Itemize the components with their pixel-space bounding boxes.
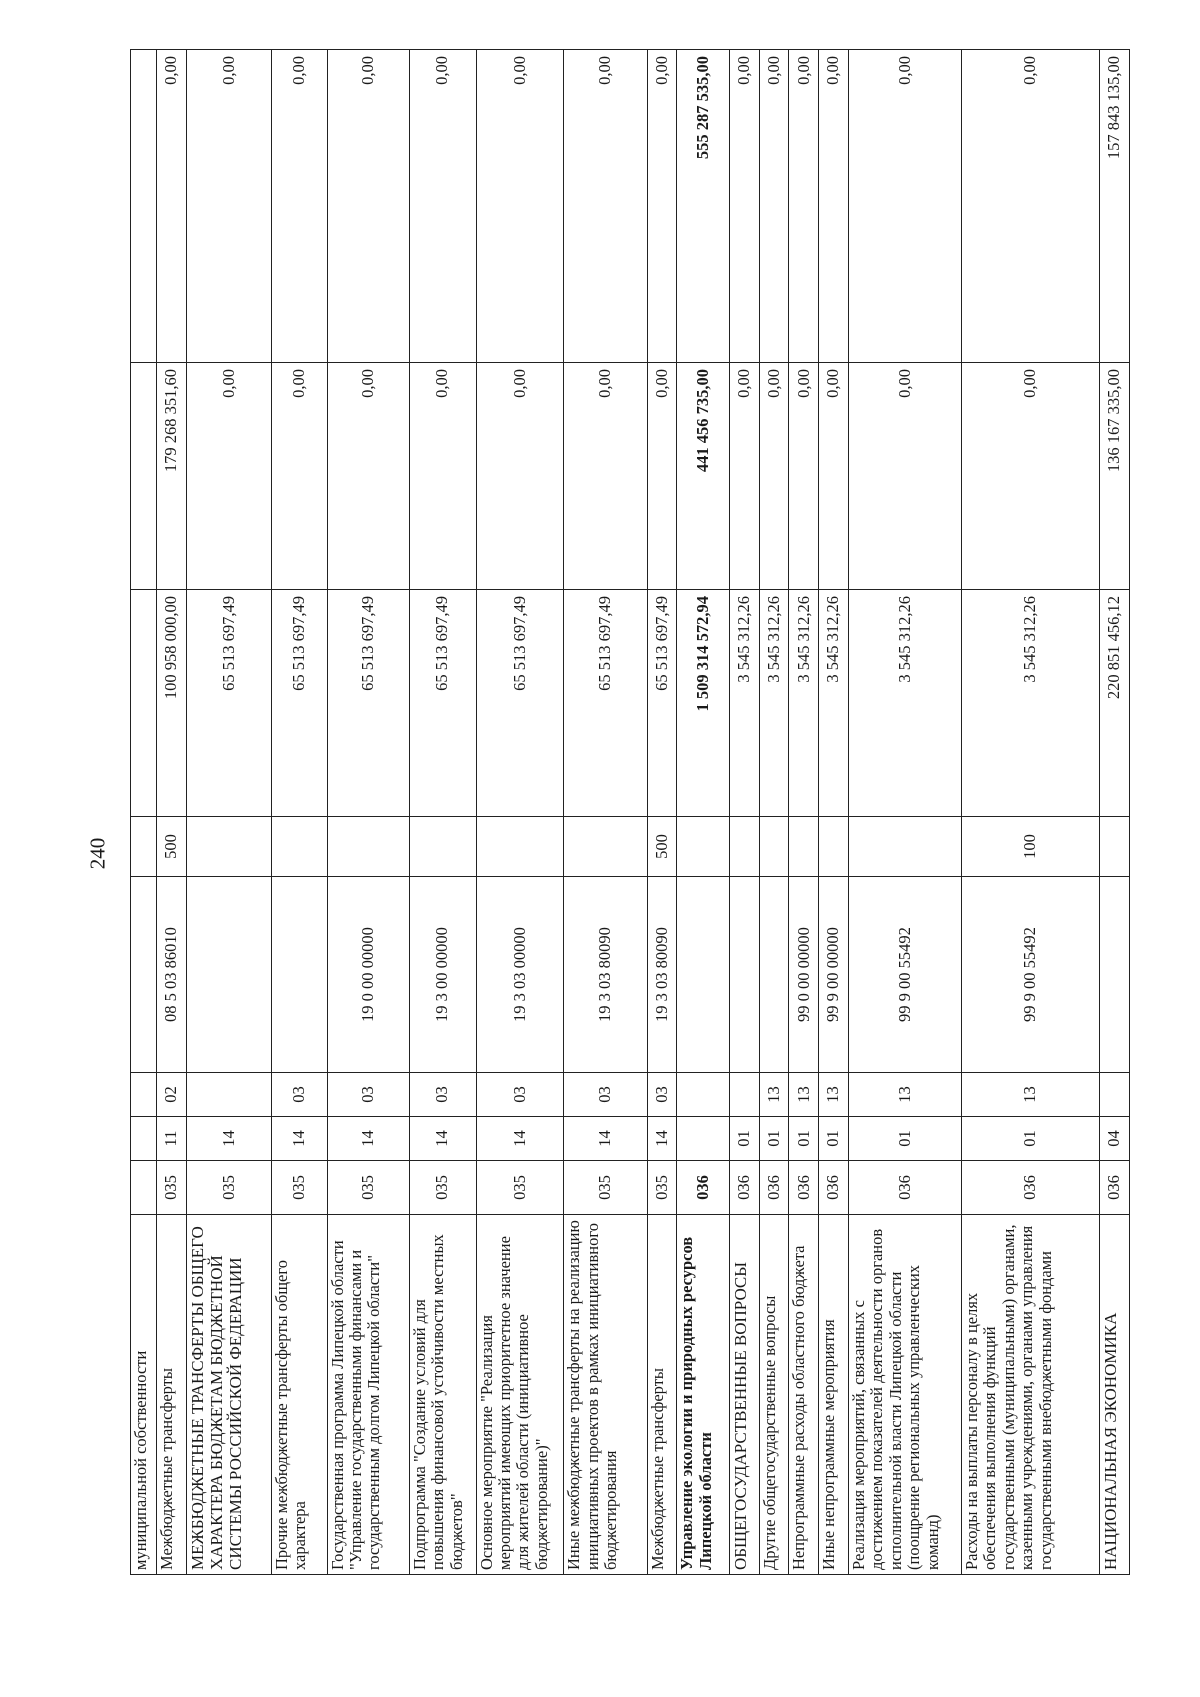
page-number: 240 <box>85 837 110 870</box>
ved-code-cell: 036 <box>819 1161 849 1215</box>
amount-year-1-cell: 65 513 697,49 <box>186 590 271 817</box>
row-name-cell: НАЦИОНАЛЬНАЯ ЭКОНОМИКА <box>1100 1215 1130 1575</box>
target-article-code-cell <box>759 877 789 1073</box>
row-name-cell: Государственная программа Липецкой области "Управление государственными финансами и государственным долгом Липецкой области" <box>327 1215 409 1575</box>
amount-year-1-cell: 3 545 312,26 <box>848 590 961 817</box>
section-code-cell: 01 <box>759 1117 789 1161</box>
amount-year-2-cell: 0,00 <box>759 363 789 590</box>
target-article-code-cell <box>186 877 271 1073</box>
amount-year-1-cell: 65 513 697,49 <box>476 590 564 817</box>
section-code-cell: 01 <box>961 1117 1099 1161</box>
amount-year-2-cell: 441 456 735,00 <box>677 363 730 590</box>
expense-type-code-cell <box>476 817 564 877</box>
amount-year-1-cell: 65 513 697,49 <box>271 590 327 817</box>
amount-year-1-cell: 65 513 697,49 <box>409 590 476 817</box>
amount-year-2-cell: 0,00 <box>647 363 677 590</box>
row-name-cell: МЕЖБЮДЖЕТНЫЕ ТРАНСФЕРТЫ ОБЩЕГО ХАРАКТЕРА БЮДЖЕТАМ БЮДЖЕТНОЙ СИСТЕМЫ РОССИЙСКОЙ ФЕДЕРАЦИИ <box>186 1215 271 1575</box>
section-code-cell: 01 <box>819 1117 849 1161</box>
expense-type-code-cell <box>1100 817 1130 877</box>
subsection-code-cell: 03 <box>409 1073 476 1117</box>
row-name-cell: Непрограммные расходы областного бюджета <box>789 1215 819 1575</box>
target-article-code-cell <box>1100 877 1130 1073</box>
amount-year-1-cell: 100 958 000,00 <box>157 590 187 817</box>
ved-code-cell: 036 <box>759 1161 789 1215</box>
amount-year-2-cell: 136 167 335,00 <box>1100 363 1130 590</box>
amount-year-2-cell: 0,00 <box>476 363 564 590</box>
row-name-cell: Прочие межбюджетные трансферты общего характера <box>271 1215 327 1575</box>
table-row <box>186 50 271 1575</box>
amount-year-2-cell: 0,00 <box>819 363 849 590</box>
row-name-cell: Иные межбюджетные трансферты на реализацию инициативных проектов в рамках инициативного бюджетирования <box>564 1215 647 1575</box>
table-row <box>647 50 677 1575</box>
subsection-code-cell: 13 <box>789 1073 819 1117</box>
ved-code-cell: 035 <box>186 1161 271 1215</box>
subsection-code-cell: 13 <box>759 1073 789 1117</box>
expense-type-code-cell: 500 <box>157 817 187 877</box>
amount-year-1-cell: 3 545 312,26 <box>961 590 1099 817</box>
amount-year-3-cell: 0,00 <box>157 50 187 363</box>
ved-code-cell: 035 <box>409 1161 476 1215</box>
table-row <box>729 50 759 1575</box>
amount-year-1-cell: 3 545 312,26 <box>789 590 819 817</box>
table-row <box>819 50 849 1575</box>
target-article-code-cell: 19 0 00 00000 <box>327 877 409 1073</box>
amount-year-3-cell: 555 287 535,00 <box>677 50 730 363</box>
amount-year-1-cell: 1 509 314 572,94 <box>677 590 730 817</box>
target-article-code-cell: 19 3 03 80090 <box>564 877 647 1073</box>
amount-year-2-cell: 0,00 <box>271 363 327 590</box>
target-article-code-cell: 19 3 03 80090 <box>647 877 677 1073</box>
table-row <box>1100 50 1130 1575</box>
expense-type-code-cell <box>819 817 849 877</box>
row-name-cell: Управление экологии и природных ресурсов Липецкой области <box>677 1215 730 1575</box>
ved-code-cell: 036 <box>1100 1161 1130 1215</box>
table-body <box>131 50 1130 1575</box>
subsection-code-cell: 03 <box>327 1073 409 1117</box>
target-article-code-cell: 99 9 00 55492 <box>961 877 1099 1073</box>
expense-type-code-cell <box>759 817 789 877</box>
row-name-cell: Межбюджетные трансферты <box>647 1215 677 1575</box>
row-name-cell: муниципальной собственности <box>131 1215 157 1575</box>
table-row <box>677 50 730 1575</box>
subsection-code-cell: 02 <box>157 1073 187 1117</box>
amount-year-3-cell: 0,00 <box>564 50 647 363</box>
amount-year-2-cell: 0,00 <box>789 363 819 590</box>
table-row <box>789 50 819 1575</box>
amount-year-3-cell: 0,00 <box>819 50 849 363</box>
row-name-cell: Реализация мероприятий, связанных с достижением показателей деятельности органов исполнительной власти Липецкой области (поощрение региональных управленческих команд) <box>848 1215 961 1575</box>
subsection-code-cell <box>677 1073 730 1117</box>
row-name-cell: Подпрограмма "Создание условий для повышения финансовой устойчивости местных бюджетов" <box>409 1215 476 1575</box>
table-row <box>759 50 789 1575</box>
ved-code-cell: 035 <box>271 1161 327 1215</box>
ved-code-cell: 036 <box>677 1161 730 1215</box>
amount-year-2-cell <box>131 363 157 590</box>
target-article-code-cell: 19 3 03 00000 <box>476 877 564 1073</box>
ved-code-cell: 035 <box>327 1161 409 1215</box>
subsection-code-cell: 03 <box>564 1073 647 1117</box>
amount-year-1-cell: 3 545 312,26 <box>759 590 789 817</box>
target-article-code-cell <box>131 877 157 1073</box>
table-row <box>409 50 476 1575</box>
ved-code-cell: 036 <box>848 1161 961 1215</box>
table-row <box>157 50 187 1575</box>
amount-year-1-cell: 65 513 697,49 <box>327 590 409 817</box>
section-code-cell: 14 <box>564 1117 647 1161</box>
expense-type-code-cell <box>564 817 647 877</box>
row-name-cell: ОБЩЕГОСУДАРСТВЕННЫЕ ВОПРОСЫ <box>729 1215 759 1575</box>
subsection-code-cell <box>1100 1073 1130 1117</box>
subsection-code-cell: 13 <box>819 1073 849 1117</box>
amount-year-2-cell: 0,00 <box>564 363 647 590</box>
expense-type-code-cell: 500 <box>647 817 677 877</box>
amount-year-3-cell: 0,00 <box>848 50 961 363</box>
expense-type-code-cell <box>327 817 409 877</box>
amount-year-3-cell: 157 843 135,00 <box>1100 50 1130 363</box>
amount-year-2-cell: 0,00 <box>961 363 1099 590</box>
amount-year-2-cell: 0,00 <box>409 363 476 590</box>
table-row <box>476 50 564 1575</box>
expense-type-code-cell <box>677 817 730 877</box>
amount-year-1-cell <box>131 590 157 817</box>
row-name-cell: Межбюджетные трансферты <box>157 1215 187 1575</box>
expense-type-code-cell <box>789 817 819 877</box>
target-article-code-cell: 08 5 03 86010 <box>157 877 187 1073</box>
expense-type-code-cell <box>186 817 271 877</box>
amount-year-1-cell: 3 545 312,26 <box>729 590 759 817</box>
row-name-cell: Расходы на выплаты персоналу в целях обеспечения выполнения функций государственными (муниципальными) органами, казенными учреждениями, органами управления государственными внебюджетными фондами <box>961 1215 1099 1575</box>
amount-year-2-cell: 179 268 351,60 <box>157 363 187 590</box>
ved-code-cell: 036 <box>961 1161 1099 1215</box>
ved-code-cell: 036 <box>729 1161 759 1215</box>
section-code-cell <box>131 1117 157 1161</box>
ved-code-cell: 035 <box>157 1161 187 1215</box>
target-article-code-cell: 99 9 00 00000 <box>819 877 849 1073</box>
subsection-code-cell <box>131 1073 157 1117</box>
amount-year-3-cell: 0,00 <box>789 50 819 363</box>
amount-year-3-cell: 0,00 <box>647 50 677 363</box>
amount-year-3-cell: 0,00 <box>186 50 271 363</box>
section-code-cell: 01 <box>729 1117 759 1161</box>
section-code-cell: 14 <box>186 1117 271 1161</box>
expense-type-code-cell <box>729 817 759 877</box>
ved-code-cell <box>131 1161 157 1215</box>
section-code-cell: 14 <box>647 1117 677 1161</box>
amount-year-3-cell: 0,00 <box>759 50 789 363</box>
amount-year-1-cell: 65 513 697,49 <box>647 590 677 817</box>
amount-year-2-cell: 0,00 <box>327 363 409 590</box>
expense-type-code-cell: 100 <box>961 817 1099 877</box>
expense-type-code-cell <box>848 817 961 877</box>
amount-year-3-cell: 0,00 <box>729 50 759 363</box>
target-article-code-cell: 99 9 00 55492 <box>848 877 961 1073</box>
subsection-code-cell: 03 <box>271 1073 327 1117</box>
target-article-code-cell <box>271 877 327 1073</box>
table-row <box>271 50 327 1575</box>
amount-year-3-cell: 0,00 <box>476 50 564 363</box>
target-article-code-cell: 19 3 00 00000 <box>409 877 476 1073</box>
amount-year-3-cell <box>131 50 157 363</box>
amount-year-3-cell: 0,00 <box>271 50 327 363</box>
target-article-code-cell <box>677 877 730 1073</box>
amount-year-3-cell: 0,00 <box>327 50 409 363</box>
amount-year-3-cell: 0,00 <box>961 50 1099 363</box>
section-code-cell: 14 <box>476 1117 564 1161</box>
budget-table <box>130 49 1130 1575</box>
row-name-cell: Основное мероприятие "Реализация мероприятий имеющих приоритетное значение для жителей области (инициативное бюджетирование)" <box>476 1215 564 1575</box>
ved-code-cell: 036 <box>789 1161 819 1215</box>
section-code-cell: 11 <box>157 1117 187 1161</box>
amount-year-1-cell: 65 513 697,49 <box>564 590 647 817</box>
expense-type-code-cell <box>409 817 476 877</box>
table-row <box>961 50 1099 1575</box>
target-article-code-cell: 99 0 00 00000 <box>789 877 819 1073</box>
table-row <box>131 50 157 1575</box>
section-code-cell: 01 <box>848 1117 961 1161</box>
subsection-code-cell: 03 <box>476 1073 564 1117</box>
budget-table-rotated <box>130 50 1130 1575</box>
section-code-cell: 14 <box>409 1117 476 1161</box>
amount-year-1-cell: 3 545 312,26 <box>819 590 849 817</box>
ved-code-cell: 035 <box>647 1161 677 1215</box>
table-row <box>327 50 409 1575</box>
ved-code-cell: 035 <box>476 1161 564 1215</box>
section-code-cell: 14 <box>327 1117 409 1161</box>
amount-year-2-cell: 0,00 <box>186 363 271 590</box>
subsection-code-cell: 03 <box>647 1073 677 1117</box>
target-article-code-cell <box>729 877 759 1073</box>
expense-type-code-cell <box>271 817 327 877</box>
row-name-cell: Другие общегосударственные вопросы <box>759 1215 789 1575</box>
row-name-cell: Иные непрограммные мероприятия <box>819 1215 849 1575</box>
amount-year-1-cell: 220 851 456,12 <box>1100 590 1130 817</box>
table-row <box>848 50 961 1575</box>
section-code-cell: 14 <box>271 1117 327 1161</box>
subsection-code-cell <box>186 1073 271 1117</box>
expense-type-code-cell <box>131 817 157 877</box>
section-code-cell: 04 <box>1100 1117 1130 1161</box>
subsection-code-cell: 13 <box>961 1073 1099 1117</box>
subsection-code-cell: 13 <box>848 1073 961 1117</box>
amount-year-3-cell: 0,00 <box>409 50 476 363</box>
ved-code-cell: 035 <box>564 1161 647 1215</box>
section-code-cell <box>677 1117 730 1161</box>
amount-year-2-cell: 0,00 <box>729 363 759 590</box>
amount-year-2-cell: 0,00 <box>848 363 961 590</box>
section-code-cell: 01 <box>789 1117 819 1161</box>
table-row <box>564 50 647 1575</box>
subsection-code-cell <box>729 1073 759 1117</box>
